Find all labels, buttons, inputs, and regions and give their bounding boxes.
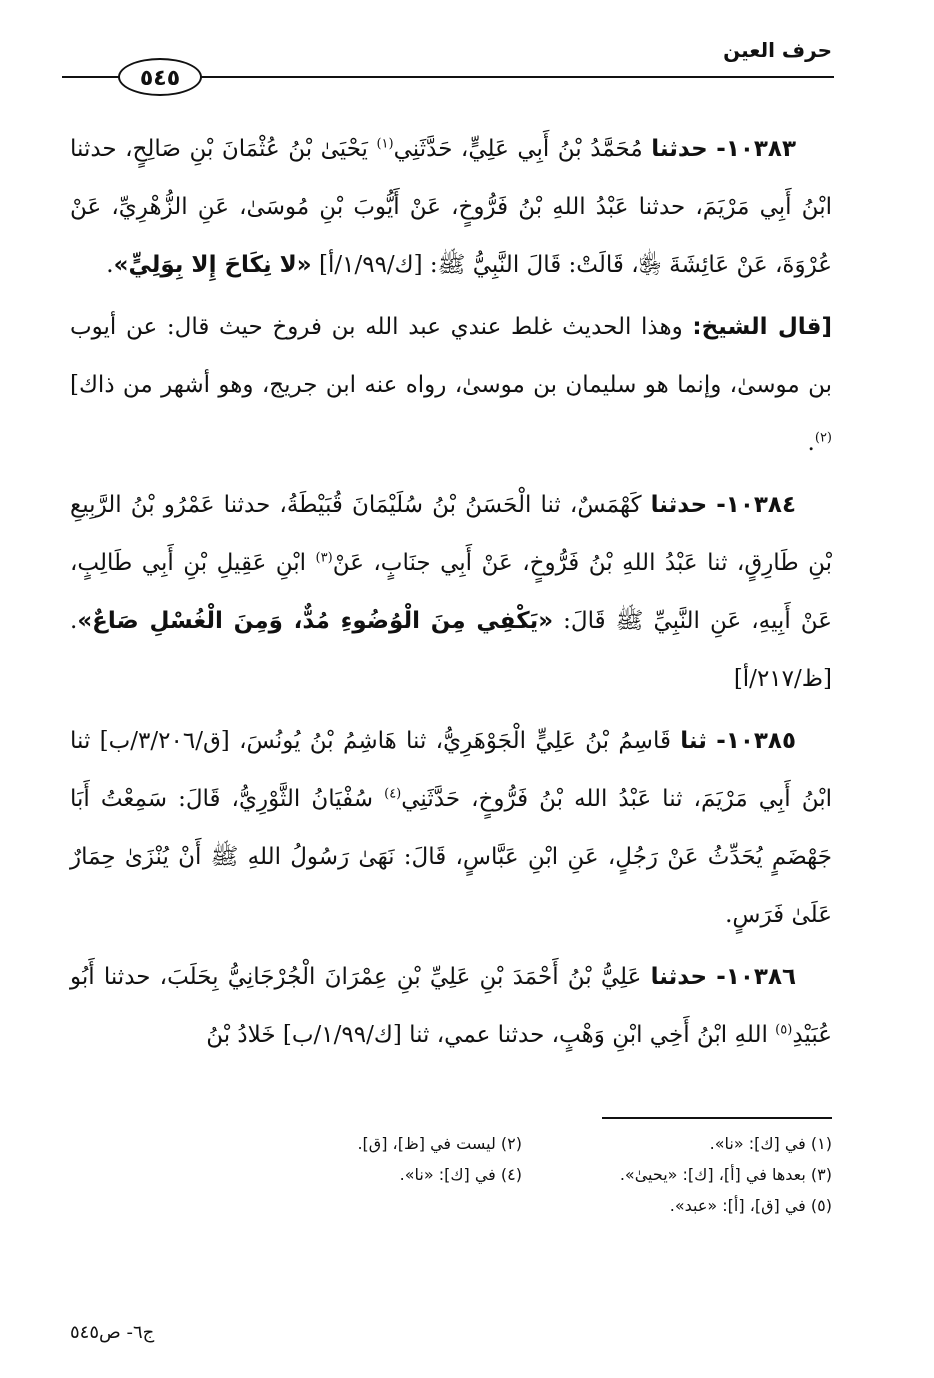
- hadith-end: .: [106, 252, 114, 278]
- hadith-chain: قَاسِمُ بْنُ عَلِيٍّ الْجَوْهَرِيُّ، ثنا هَاشِمُ بْنُ يُونُسَ، [ق/٣/٢٠٦/ب] ثنا ابْنُ أَبِي مَرْيَمَ، ثنا عَبْدُ الله بْنُ فَرُّوخٍ، حَدَّثَنِي: [70, 728, 832, 812]
- footnote-row: [132, 1190, 832, 1221]
- hadith-quote: «يَكْفِي مِنَ الْوُضُوءِ مُدٌّ، وَمِنَ الْغُسْلِ صَاعٌ»: [77, 608, 554, 634]
- hadith-lead: حدثنا: [650, 492, 708, 518]
- comment-lead: [قال الشيخ:: [692, 314, 833, 340]
- footnote-marker: (٢): [814, 430, 832, 446]
- hadith-quote: «لا نِكَاحَ إِلا بِوَلِيٍّ»: [113, 252, 312, 278]
- hadith-chain: كَهْمَسٌ، ثنا الْحَسَنُ بْنُ سُلَيْمَانَ قُبَيْطَةُ، حدثنا عَمْرُو بْنُ الرَّبِيعِ بْنِ طَارِقٍ، ثنا عَبْدُ اللهِ بْنُ فَرُّوخٍ، عَنْ أَبِي جنَابٍ، عَنْ: [70, 492, 832, 576]
- hadith-chain-continued: ابْنِ عَقِيلِ بْنِ أَبِي طَالِبٍ، عَنْ أَبِيهِ، عَنِ النَّبِيِّ ﷺ قَالَ:: [70, 550, 833, 634]
- hadith-number: ١٠٣٨٦-: [716, 964, 797, 990]
- footnote-rule: [602, 1117, 832, 1119]
- footnote-4: (٤) في [ك]: «نا».: [399, 1165, 522, 1184]
- hadith-10384: [70, 476, 832, 708]
- footnote-1: (١) في [ك]: «نا».: [709, 1134, 832, 1153]
- page-number-badge: ٥٤٥: [118, 58, 202, 96]
- hadith-10386: [70, 948, 832, 1064]
- hadith-10383: [70, 120, 832, 294]
- hadith-number: ١٠٣٨٤-: [716, 492, 796, 518]
- footnotes: [132, 1128, 832, 1221]
- hadith-chain-continued: يَحْيَىٰ بْنُ عُثْمَانَ بْنِ صَالِحٍ، حدثنا ابْنُ أَبِي مَرْيَمَ، حدثنا عَبْدُ اللهِ بْنُ فَرُّوخٍ، عَنْ أَيُّوبَ بْنِ مُوسَىٰ، عَنِ الزُّهْرِيِّ، عَنْ عُرْوَةَ، عَنْ عَائِشَةَ ﵂، قَالَتْ: قَالَ النَّبِيُّ ﷺ: [ك/١/٩٩/أ]: [70, 136, 832, 278]
- footnote-marker: (١): [376, 136, 394, 152]
- footnote-marker: (٣): [315, 550, 333, 566]
- main-text: [70, 120, 832, 1068]
- hadith-chain-continued: اللهِ ابْنُ أَخِي ابْنِ وَهْبٍ، حدثنا عمي، ثنا [ك/١/٩٩/ب] خَلادُ بْنُ: [206, 1022, 768, 1048]
- chapter-title: حرف العين: [723, 38, 832, 62]
- footnote-marker: (٤): [384, 786, 402, 802]
- hadith-number: ١٠٣٨٣-: [716, 136, 797, 162]
- hadith-chain: مُحَمَّدُ بْنُ أَبِي عَلِيٍّ، حَدَّثَنِي: [393, 136, 643, 162]
- hadith-chain-continued: سُفْيَانُ الثَّوْرِيُّ، قَالَ: سَمِعْتُ أَبَا جَهْضَمٍ يُحَدِّثُ عَنْ رَجُلٍ، عَنِ ابْنِ عَبَّاسٍ، قَالَ: نَهَىٰ رَسُولُ اللهِ ﷺ أَنْ يُنْزَىٰ حِمَارٌ عَلَىٰ فَرَسٍ: [70, 786, 832, 928]
- hadith-lead: حدثنا: [651, 136, 708, 162]
- footnote-2: (٢) ليست في [ظ]، [ق].: [357, 1134, 522, 1153]
- hadith-end: . [ظ/٢١٧/أ]: [70, 608, 832, 692]
- volume-page-reference: ج٦- ص٥٤٥: [70, 1322, 155, 1343]
- hadith-chain: عَلِيُّ بْنُ أَحْمَدَ بْنِ عَلِيِّ بْنِ عِمْرَانَ الْجُرْجَانِيُّ بِحَلَبَ، حدثنا أَبُو عُبَيْدِ: [70, 964, 832, 1048]
- comment-end: .: [807, 430, 815, 456]
- hadith-10385: [70, 712, 832, 944]
- footnote-row: [132, 1159, 832, 1190]
- hadith-number: ١٠٣٨٥-: [716, 728, 797, 754]
- hadith-lead: ثنا: [680, 728, 707, 754]
- comment-text: وهذا الحديث غلط عندي عبد الله بن فروخ حيث قال: عن أيوب بن موسىٰ، وإنما هو سليمان بن موسىٰ، رواه عنه ابن جريج، وهو أشهر من ذاك]: [70, 314, 832, 398]
- hadith-lead: حدثنا: [650, 964, 708, 990]
- footnote-3: (٣) بعدها في [أ]، [ك]: «يحيىٰ».: [619, 1165, 832, 1184]
- hadith-end: .: [725, 902, 733, 928]
- footnote-marker: (٥): [775, 1022, 793, 1038]
- footnote-5: (٥) في [ق]، [أ]: «عبد».: [669, 1196, 832, 1215]
- footnote-row: [132, 1128, 832, 1159]
- sheikh-comment: [70, 298, 832, 472]
